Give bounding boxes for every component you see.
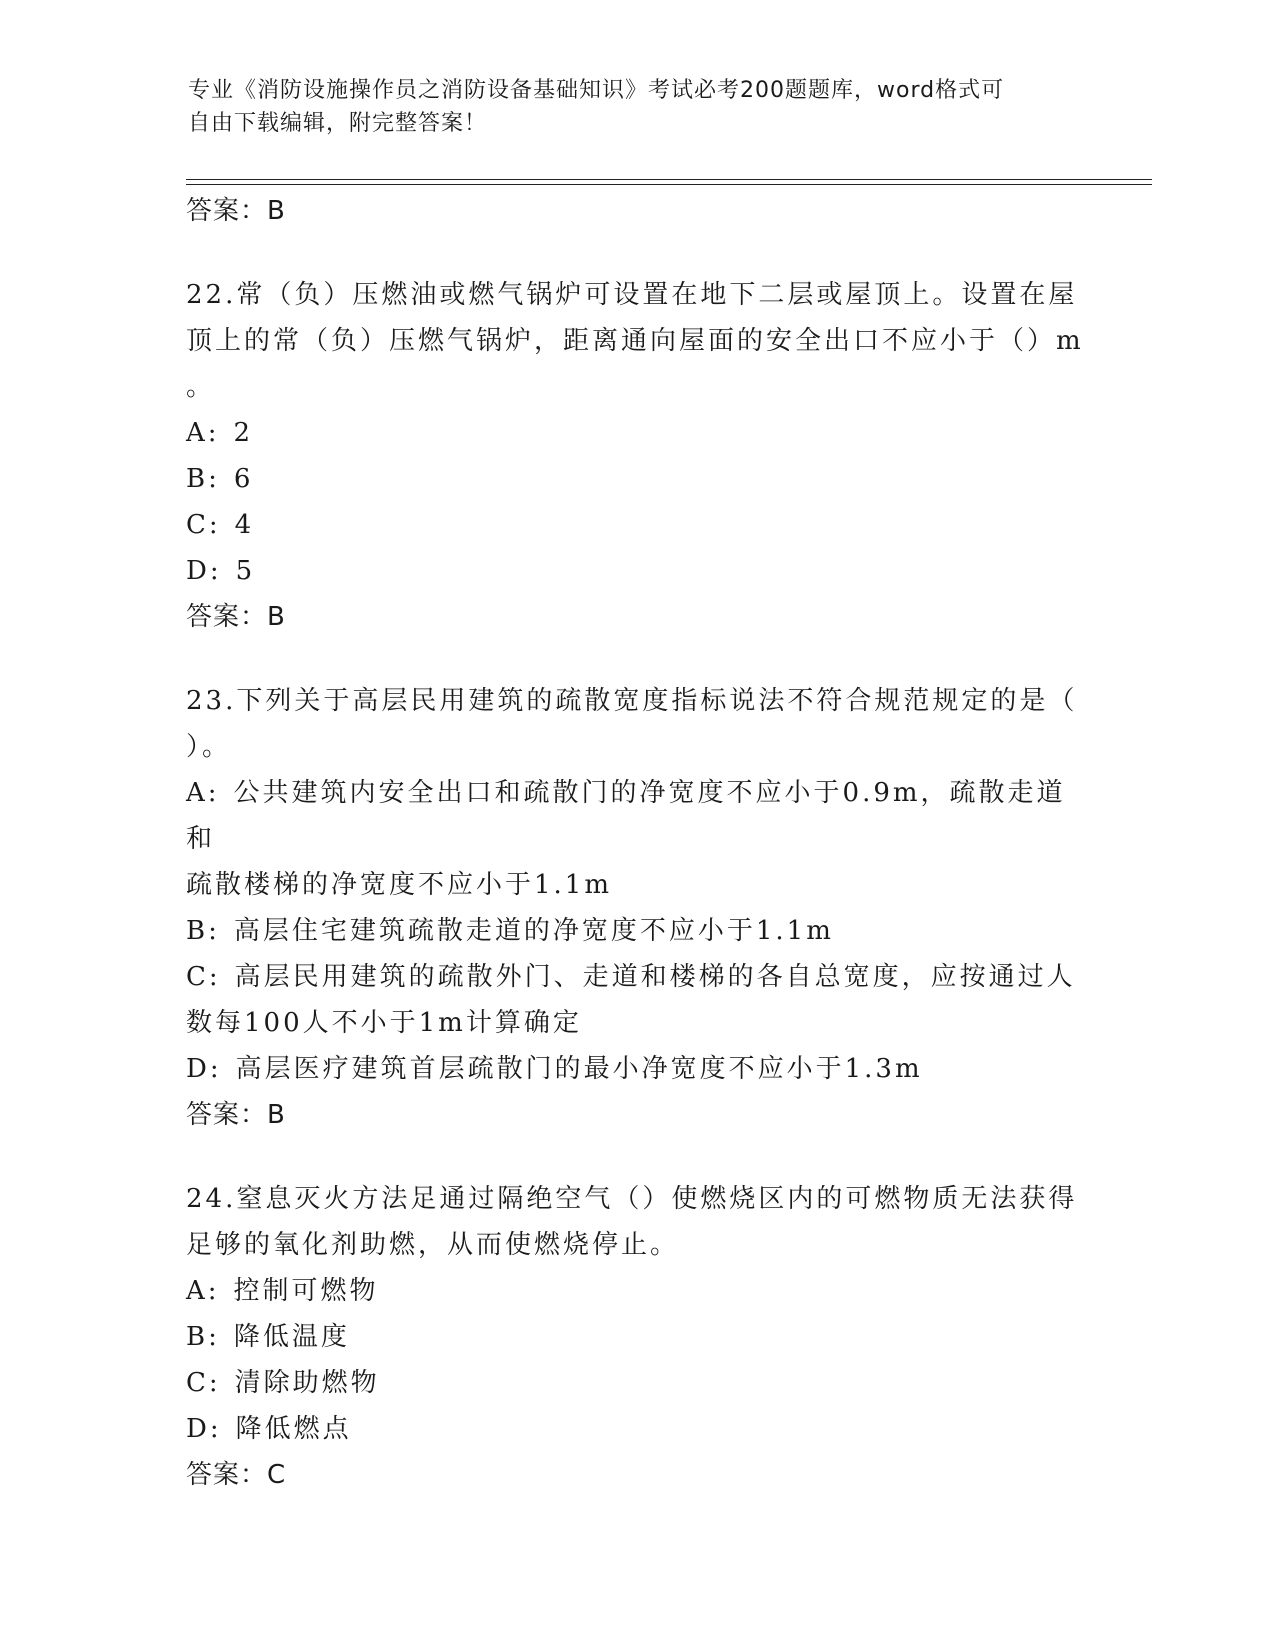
question-stem	[186, 1176, 1086, 1268]
stem-line: 顶上的常（负）压燃气锅炉，距离通向屋面的安全出口不应小于（）m	[186, 326, 1084, 356]
header-line-2: 自由下载编辑，附完整答案！	[188, 111, 488, 136]
option-text: 2	[233, 418, 254, 448]
option-b	[186, 908, 1086, 954]
stem-line: 22.常（负）压燃油或燃气锅炉可设置在地下二层或屋顶上。设置在屋	[186, 280, 1078, 310]
option-c	[186, 502, 1086, 548]
option-c	[186, 1360, 1086, 1406]
option-a	[186, 1268, 1086, 1314]
option-text: 高层医疗建筑首层疏散门的最小净宽度不应小于1.3m	[235, 1054, 923, 1084]
option-a	[186, 410, 1086, 456]
option-b	[186, 1314, 1086, 1360]
option-text: 5	[235, 556, 256, 586]
option-d	[186, 1046, 1086, 1092]
option-c-continued: 数每100人不小于1m计算确定	[186, 1008, 582, 1038]
answer: 答案：C	[186, 1460, 287, 1490]
question-22	[186, 272, 1086, 640]
option-a-continued: 疏散楼梯的净宽度不应小于1.1m	[186, 870, 613, 900]
option-text: 清除助燃物	[234, 1368, 380, 1398]
option-key: A:	[186, 418, 220, 448]
question-23	[186, 678, 1086, 1138]
stem-line: 24.窒息灭火方法足通过隔绝空气（）使燃烧区内的可燃物质无法获得	[186, 1184, 1078, 1214]
option-text: 公共建筑内安全出口和疏散门的净宽度不应小于0.9m，疏散走道和	[186, 778, 1066, 854]
question-stem	[186, 272, 1086, 410]
header-divider-bottom	[186, 184, 1152, 185]
option-text: 控制可燃物	[233, 1276, 379, 1306]
option-text: 高层住宅建筑疏散走道的净宽度不应小于1.1m	[233, 916, 834, 946]
option-c	[186, 954, 1086, 1000]
question-stem	[186, 678, 1086, 770]
stem-line: 23.下列关于高层民用建筑的疏散宽度指标说法不符合规范规定的是（	[186, 686, 1078, 716]
answer: 答案：B	[186, 1100, 286, 1130]
stem-line: 。	[186, 372, 216, 402]
option-d	[186, 1406, 1086, 1452]
option-key: A:	[186, 778, 220, 808]
option-key: A:	[186, 1276, 220, 1306]
option-key: B:	[186, 1322, 220, 1352]
option-d	[186, 548, 1086, 594]
option-a	[186, 770, 1086, 862]
option-text: 高层民用建筑的疏散外门、走道和楼梯的各自总宽度，应按通过人	[234, 962, 1076, 992]
header-divider-top	[186, 179, 1152, 180]
option-key: B:	[186, 916, 220, 946]
header-line-1: 专业《消防设施操作员之消防设备基础知识》考试必考200题题库，word格式可	[188, 78, 1005, 103]
answer: 答案：B	[186, 602, 286, 632]
stem-line: 足够的氧化剂助燃，从而使燃烧停止。	[186, 1230, 680, 1260]
option-text: 降低温度	[233, 1322, 350, 1352]
document-header	[188, 74, 1068, 140]
option-key: C:	[186, 962, 221, 992]
option-key: D:	[186, 1054, 222, 1084]
previous-answer: 答案：B	[186, 196, 286, 226]
option-key: D:	[186, 556, 222, 586]
option-key: C:	[186, 1368, 221, 1398]
option-text: 降低燃点	[235, 1414, 352, 1444]
option-key: C:	[186, 510, 221, 540]
option-b	[186, 456, 1086, 502]
stem-line: ）。	[186, 732, 232, 762]
option-text: 4	[234, 510, 255, 540]
option-key: D:	[186, 1414, 222, 1444]
option-key: B:	[186, 464, 220, 494]
question-24	[186, 1176, 1086, 1498]
document-body	[186, 188, 1086, 1498]
option-text: 6	[233, 464, 254, 494]
